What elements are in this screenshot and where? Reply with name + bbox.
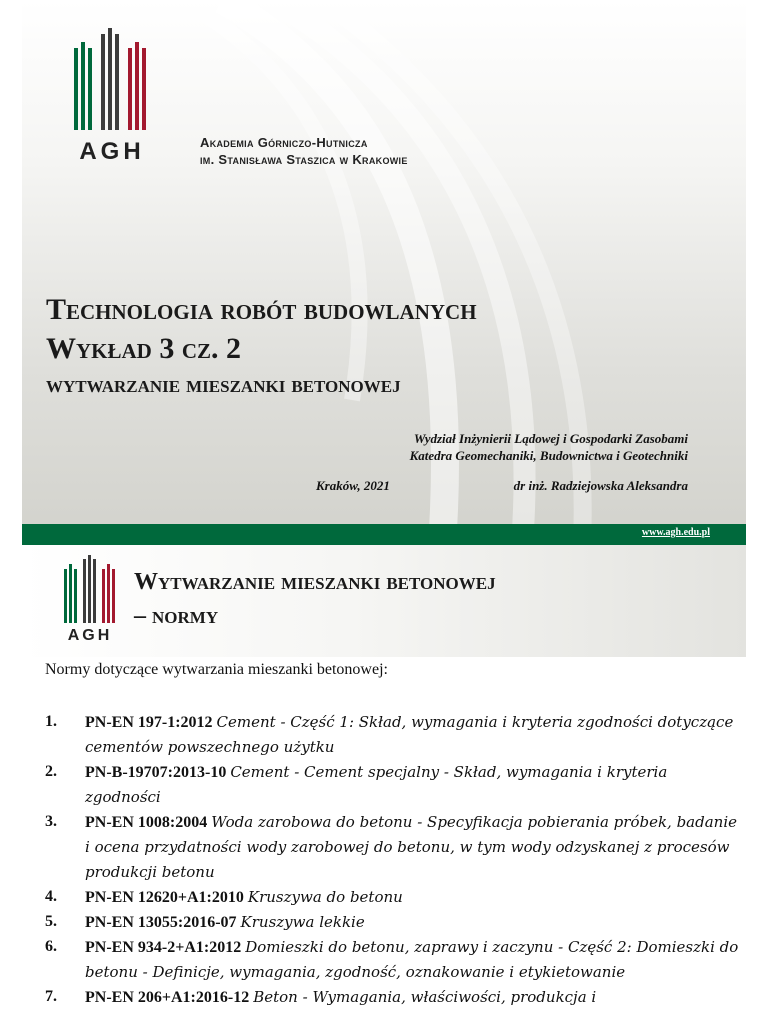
department-info <box>410 430 688 464</box>
norm-description: Domieszki do betonu, zaprawy i zaczynu - Część 2: Domieszki do betonu - Definicje, wymagania, zgodność, oznakowanie i etykietowanie <box>85 938 739 981</box>
list-item <box>45 760 745 810</box>
norm-description: Woda zarobowa do betonu - Specyfikacja pobierania próbek, badanie i ocena przydatności wody zarobowej do betonu, w tym wody odzyskanej z procesów produkcji betonu <box>85 813 738 881</box>
list-item <box>45 810 745 885</box>
slide2-title-line2: – normy <box>134 603 219 629</box>
slide2-title <box>134 565 496 633</box>
norms-list <box>45 710 745 1010</box>
norm-code: PN-B-19707:2013-10 <box>85 764 231 781</box>
lecture-title-line3: wytwarzanie mieszanki betonowej <box>46 372 401 398</box>
list-item-number: 4. <box>45 888 57 905</box>
title-slide <box>22 0 746 545</box>
norm-code: PN-EN 197-1:2012 <box>85 714 217 731</box>
list-item-number: 3. <box>45 813 57 830</box>
norm-code: PN-EN 1008:2004 <box>85 814 212 831</box>
list-item-number: 6. <box>45 938 57 955</box>
author-name: dr inż. Radziejowska Aleksandra <box>513 478 688 493</box>
university-name <box>200 134 408 168</box>
list-item <box>45 985 745 1010</box>
place-date: Kraków, 2021 <box>316 478 390 493</box>
list-item-number: 2. <box>45 763 57 780</box>
footer-band <box>22 524 746 545</box>
norm-description: Kruszywa do betonu <box>247 888 403 906</box>
lecture-title-line2: Wykład 3 cz. 2 <box>46 332 242 365</box>
list-item <box>45 910 745 935</box>
slide2-title-line1: Wytwarzanie mieszanki betonowej <box>134 569 496 595</box>
lecture-title <box>46 290 477 402</box>
list-item <box>45 885 745 910</box>
norm-code: PN-EN 934-2+A1:2012 <box>85 939 246 956</box>
list-item <box>45 935 745 985</box>
intro-text: Normy dotyczące wytwarzania mieszanki betonowej: <box>45 661 388 678</box>
lecture-title-line1: Technologia robót budowlanych <box>46 293 477 326</box>
list-item-number: 7. <box>45 988 57 1005</box>
agh-logo-text: AGH <box>79 138 145 165</box>
list-item-number: 1. <box>45 713 57 730</box>
norm-description: Cement - Część 1: Skład, wymagania i kryteria zgodności dotyczące cementów powszechnego użytku <box>85 713 734 756</box>
university-name-line1: Akademia Górniczo-Hutnicza <box>200 135 368 150</box>
faculty-name: Wydział Inżynierii Lądowej i Gospodarki Zasobami <box>413 431 688 446</box>
norm-code: PN-EN 206+A1:2016-12 <box>85 989 254 1006</box>
list-item <box>45 710 745 760</box>
agh-logo-bars-small-icon <box>64 555 116 623</box>
norm-description: Beton - Wymagania, właściwości, produkcja i <box>253 988 597 1006</box>
agh-logo <box>74 28 150 164</box>
norm-description: Cement - Cement specjalny - Skład, wymagania i kryteria zgodności <box>85 763 668 806</box>
slide2-header <box>22 545 746 657</box>
norm-description: Kruszywa lekkie <box>240 913 365 931</box>
chair-name: Katedra Geomechaniki, Budownictwa i Geotechniki <box>409 448 688 463</box>
list-item-number: 5. <box>45 913 57 930</box>
agh-logo-bars-icon <box>74 28 150 130</box>
norm-code: PN-EN 13055:2016-07 <box>85 914 241 931</box>
website-link[interactable]: www.agh.edu.pl <box>641 527 710 538</box>
university-name-line2: im. Stanisława Staszica w Krakowie <box>200 152 408 167</box>
agh-logo-small <box>64 555 116 647</box>
norm-code: PN-EN 12620+A1:2010 <box>85 889 248 906</box>
agh-logo-small-text: AGH <box>67 627 113 644</box>
